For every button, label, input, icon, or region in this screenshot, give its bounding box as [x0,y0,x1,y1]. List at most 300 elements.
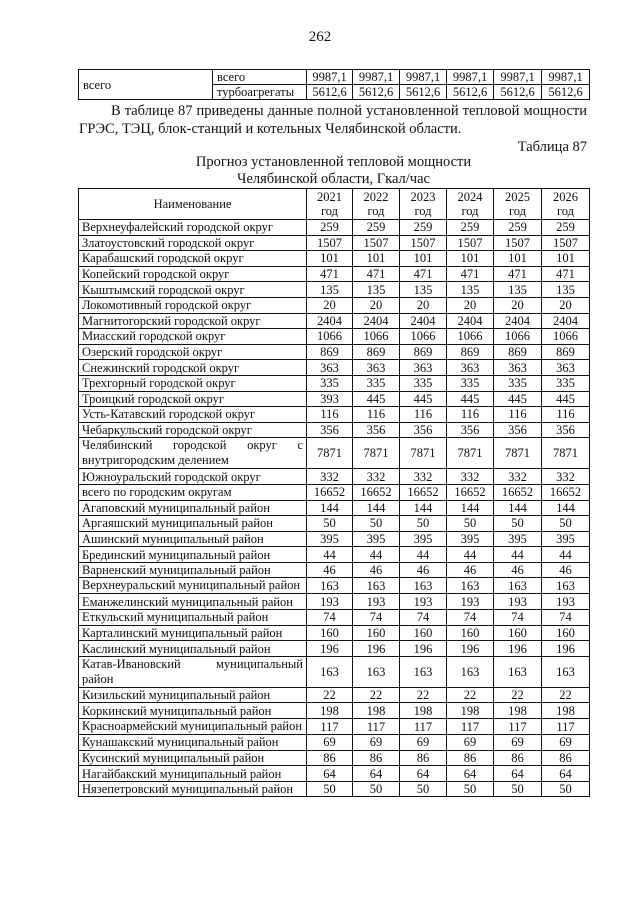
row-value: 69 [400,735,447,751]
row-value: 144 [353,500,400,516]
row-value: 22 [400,687,447,703]
row-value: 22 [542,687,590,703]
row-value: 101 [307,251,353,267]
row-value: 163 [494,656,542,687]
row-value: 64 [307,766,353,782]
row-value: 101 [447,251,494,267]
row-value: 193 [494,594,542,610]
table-title [78,154,589,188]
row-value: 1507 [447,235,494,251]
row-value: 16652 [307,484,353,500]
row-value: 64 [400,766,447,782]
row-value: 7871 [353,438,400,469]
row-name: Кусинский муниципальный район [79,750,307,766]
row-value: 144 [447,500,494,516]
capacity-forecast-table [78,188,590,797]
table-row [79,407,590,423]
column-header-year-unit: год [461,204,479,218]
row-name: Нагайбакский муниципальный район [79,766,307,782]
row-value: 198 [353,703,400,719]
row-value: 193 [542,594,590,610]
row-value: 74 [542,610,590,626]
table-row [79,750,590,766]
row-value: 335 [494,375,542,391]
row-value: 117 [353,719,400,735]
row-value: 50 [400,516,447,532]
continued-table-cell: 9987,1 [542,70,590,85]
row-value: 869 [353,344,400,360]
row-value: 471 [353,266,400,282]
row-value: 160 [400,625,447,641]
row-name: Троицкий городской округ [79,391,307,407]
table-row [79,781,590,797]
row-value: 395 [542,531,590,547]
row-value: 20 [353,297,400,313]
row-value: 46 [494,562,542,578]
row-value: 116 [400,407,447,423]
row-value: 198 [494,703,542,719]
row-value: 16652 [494,484,542,500]
row-value: 363 [447,360,494,376]
table-title-line-1: Прогноз установленной тепловой мощности [195,154,472,170]
row-value: 20 [307,297,353,313]
continued-table-row [79,70,590,85]
row-value: 1066 [400,329,447,345]
row-value: 1066 [447,329,494,345]
table-row [79,469,590,485]
row-value: 7871 [307,438,353,469]
row-value: 395 [494,531,542,547]
row-value: 356 [447,422,494,438]
column-header-year-value: 2022 [363,190,389,204]
row-value: 869 [400,344,447,360]
row-value: 69 [494,735,542,751]
row-value: 363 [353,360,400,376]
row-value: 135 [307,282,353,298]
row-value: 363 [494,360,542,376]
row-value: 22 [353,687,400,703]
row-name: Еткульский муниципальный район [79,610,307,626]
row-value: 50 [307,781,353,797]
row-name: Верхнеуральский муниципальный район [79,578,307,594]
row-value: 117 [542,719,590,735]
table-header-row [79,189,590,220]
row-value: 393 [307,391,353,407]
row-value: 86 [400,750,447,766]
column-header-year-value: 2025 [505,190,530,204]
row-value: 160 [542,625,590,641]
continued-table-cell: 9987,1 [400,70,447,85]
table-row [79,266,590,282]
row-value: 50 [494,781,542,797]
table-row [79,282,590,298]
row-value: 163 [542,578,590,594]
continued-table-cell: 5612,6 [307,85,353,100]
row-value: 445 [400,391,447,407]
table-row [79,641,590,657]
row-value: 332 [307,469,353,485]
row-value: 69 [307,735,353,751]
row-value: 193 [307,594,353,610]
row-value: 86 [353,750,400,766]
row-value: 116 [307,407,353,423]
row-value: 335 [447,375,494,391]
row-value: 50 [447,781,494,797]
row-value: 44 [353,547,400,563]
table-row [79,594,590,610]
intro-paragraph-text: В таблице 87 приведены данные полной установленной тепловой мощности ГРЭС, ТЭЦ, блок-станций и котельных Челябинской области. [79,103,587,137]
table-row [79,610,590,626]
row-value: 74 [307,610,353,626]
row-value: 2404 [400,313,447,329]
row-name: Еманжелинский муниципальный район [79,594,307,610]
table-row [79,422,590,438]
row-value: 163 [400,656,447,687]
row-value: 44 [400,547,447,563]
row-value: 259 [353,220,400,236]
row-value: 135 [447,282,494,298]
row-value: 7871 [542,438,590,469]
row-name: Красноармейский муниципальный район [79,719,307,735]
column-header-year [494,189,542,220]
row-value: 117 [447,719,494,735]
row-value: 356 [400,422,447,438]
row-name: Челябинский городской округ с внутригородским делением [79,438,307,469]
row-value: 50 [494,516,542,532]
row-value: 445 [353,391,400,407]
row-value: 16652 [447,484,494,500]
table-row [79,313,590,329]
row-value: 101 [353,251,400,267]
table-row [79,297,590,313]
row-value: 22 [307,687,353,703]
row-value: 363 [542,360,590,376]
row-value: 332 [494,469,542,485]
row-name: Снежинский городской округ [79,360,307,376]
table-row [79,500,590,516]
continued-table-cell: 9987,1 [353,70,400,85]
table-row [79,547,590,563]
row-value: 259 [307,220,353,236]
column-header-year [307,189,353,220]
column-header-year-unit: год [320,204,339,218]
continued-table-cell: 5612,6 [542,85,590,100]
row-value: 356 [307,422,353,438]
row-name: Озерский городской округ [79,344,307,360]
row-value: 74 [353,610,400,626]
column-header-year-unit: год [367,204,385,218]
row-value: 2404 [353,313,400,329]
page-number: 262 [308,29,332,45]
row-value: 2404 [542,313,590,329]
row-value: 144 [494,500,542,516]
table-row [79,360,590,376]
row-value: 869 [542,344,590,360]
row-value: 46 [353,562,400,578]
column-header-year [400,189,447,220]
row-name: Миасский городской округ [79,329,307,345]
row-value: 86 [494,750,542,766]
row-value: 163 [353,656,400,687]
row-value: 116 [494,407,542,423]
row-value: 163 [494,578,542,594]
row-value: 44 [542,547,590,563]
continued-table-cell: 5612,6 [353,85,400,100]
table-row [79,625,590,641]
row-value: 471 [494,266,542,282]
row-value: 160 [447,625,494,641]
row-value: 44 [494,547,542,563]
column-header-year [353,189,400,220]
row-value: 2404 [447,313,494,329]
row-value: 395 [400,531,447,547]
row-value: 22 [494,687,542,703]
table-row [79,235,590,251]
row-value: 2404 [307,313,353,329]
row-value: 50 [447,516,494,532]
row-name: Локомотивный городской округ [79,297,307,313]
row-value: 259 [494,220,542,236]
row-value: 1507 [307,235,353,251]
row-name: Златоустовский городской округ [79,235,307,251]
continued-table [78,69,590,100]
table-number: Таблица 87 [517,139,587,155]
row-value: 335 [542,375,590,391]
row-value: 363 [400,360,447,376]
row-value: 16652 [400,484,447,500]
row-value: 20 [400,297,447,313]
row-value: 101 [542,251,590,267]
row-value: 16652 [542,484,590,500]
row-value: 869 [447,344,494,360]
continued-table-row-label: всего [213,70,307,85]
row-value: 163 [447,656,494,687]
row-value: 160 [494,625,542,641]
row-name: Варненский муниципальный район [79,562,307,578]
row-name: Нязепетровский муниципальный район [79,781,307,797]
row-value: 356 [353,422,400,438]
row-value: 196 [307,641,353,657]
row-value: 198 [307,703,353,719]
table-title-line-2: Челябинской области, Гкал/час [237,171,430,187]
row-name: Усть-Катавский городской округ [79,407,307,423]
row-value: 64 [353,766,400,782]
table-row [79,438,590,469]
row-value: 46 [400,562,447,578]
row-value: 20 [542,297,590,313]
intro-paragraph [79,102,587,138]
column-header-year [542,189,590,220]
table-row [79,484,590,500]
row-value: 335 [307,375,353,391]
row-value: 163 [307,578,353,594]
table-row [79,766,590,782]
column-header-year-unit: год [556,204,575,218]
row-value: 117 [307,719,353,735]
row-value: 46 [447,562,494,578]
continued-table-cell: 5612,6 [494,85,542,100]
table-row [79,251,590,267]
row-value: 869 [307,344,353,360]
row-name: всего по городским округам [79,484,307,500]
row-value: 135 [400,282,447,298]
table-row [79,329,590,345]
table-row [79,375,590,391]
table-row [79,391,590,407]
row-value: 445 [447,391,494,407]
row-value: 74 [447,610,494,626]
row-name: Копейский городской округ [79,266,307,282]
row-value: 163 [400,578,447,594]
row-value: 259 [542,220,590,236]
row-value: 1507 [494,235,542,251]
row-name: Южноуральский городской округ [79,469,307,485]
row-value: 332 [447,469,494,485]
row-name: Карабашский городской округ [79,251,307,267]
continued-table-cell: 5612,6 [447,85,494,100]
row-value: 50 [353,781,400,797]
row-name: Чебаркульский городской округ [79,422,307,438]
row-value: 50 [307,516,353,532]
row-value: 395 [353,531,400,547]
row-value: 335 [400,375,447,391]
row-value: 117 [400,719,447,735]
row-name: Карталинский муниципальный район [79,625,307,641]
continued-table-cell: 9987,1 [494,70,542,85]
row-value: 101 [400,251,447,267]
row-name: Кунашакский муниципальный район [79,735,307,751]
row-value: 160 [353,625,400,641]
continued-table-cell: 9987,1 [447,70,494,85]
row-value: 50 [542,781,590,797]
row-value: 1507 [542,235,590,251]
row-value: 332 [400,469,447,485]
row-value: 50 [353,516,400,532]
row-value: 196 [447,641,494,657]
row-value: 144 [307,500,353,516]
row-value: 1066 [353,329,400,345]
row-value: 46 [542,562,590,578]
row-value: 193 [400,594,447,610]
table-row [79,578,590,594]
row-value: 332 [353,469,400,485]
row-value: 160 [307,625,353,641]
row-name: Брединский муниципальный район [79,547,307,563]
row-name: Катав-Ивановский муниципальный район [79,656,307,687]
row-value: 193 [353,594,400,610]
row-value: 196 [353,641,400,657]
row-name: Аргаяшский муниципальный район [79,516,307,532]
row-name: Трехгорный городской округ [79,375,307,391]
row-value: 1066 [542,329,590,345]
row-value: 116 [447,407,494,423]
row-value: 198 [400,703,447,719]
row-value: 44 [447,547,494,563]
row-value: 116 [353,407,400,423]
row-value: 101 [494,251,542,267]
row-value: 1507 [353,235,400,251]
row-value: 259 [447,220,494,236]
row-value: 64 [542,766,590,782]
continued-table-cell: 5612,6 [400,85,447,100]
row-value: 16652 [353,484,400,500]
row-value: 163 [307,656,353,687]
row-name: Магнитогорский городской округ [79,313,307,329]
row-value: 117 [494,719,542,735]
row-value: 7871 [494,438,542,469]
column-header-year-value: 2024 [457,190,483,204]
table-row [79,562,590,578]
column-header-year [447,189,494,220]
table-row [79,719,590,735]
column-header-year-value: 2021 [317,190,342,204]
row-value: 471 [400,266,447,282]
row-value: 471 [307,266,353,282]
row-value: 69 [542,735,590,751]
row-value: 363 [307,360,353,376]
row-value: 163 [447,578,494,594]
row-value: 74 [494,610,542,626]
column-header-name: Наименование [79,189,307,220]
column-header-year-value: 2026 [553,190,578,204]
row-value: 198 [542,703,590,719]
row-value: 196 [542,641,590,657]
row-value: 356 [542,422,590,438]
row-value: 163 [353,578,400,594]
continued-table-group-label: всего [79,70,213,100]
row-value: 869 [494,344,542,360]
row-value: 163 [542,656,590,687]
row-value: 86 [447,750,494,766]
row-value: 20 [447,297,494,313]
row-name: Каслинский муниципальный район [79,641,307,657]
row-value: 44 [307,547,353,563]
row-value: 471 [447,266,494,282]
row-name: Ашинский муниципальный район [79,531,307,547]
row-value: 1066 [307,329,353,345]
table-row [79,656,590,687]
row-value: 86 [542,750,590,766]
row-value: 1507 [400,235,447,251]
table-row [79,531,590,547]
row-name: Верхнеуфалейский городской округ [79,220,307,236]
table-row [79,687,590,703]
row-value: 22 [447,687,494,703]
row-value: 395 [447,531,494,547]
continued-table-cell: 9987,1 [307,70,353,85]
table-row [79,516,590,532]
row-value: 144 [400,500,447,516]
row-value: 198 [447,703,494,719]
row-value: 2404 [494,313,542,329]
row-value: 20 [494,297,542,313]
row-name: Кыштымский городской округ [79,282,307,298]
row-value: 395 [307,531,353,547]
row-value: 46 [307,562,353,578]
row-value: 50 [400,781,447,797]
row-value: 332 [542,469,590,485]
row-value: 193 [447,594,494,610]
table-row [79,735,590,751]
row-value: 1066 [494,329,542,345]
row-name: Коркинский муниципальный район [79,703,307,719]
row-value: 7871 [447,438,494,469]
row-name: Кизильский муниципальный район [79,687,307,703]
row-value: 445 [494,391,542,407]
table-row [79,220,590,236]
row-value: 69 [353,735,400,751]
row-value: 445 [542,391,590,407]
